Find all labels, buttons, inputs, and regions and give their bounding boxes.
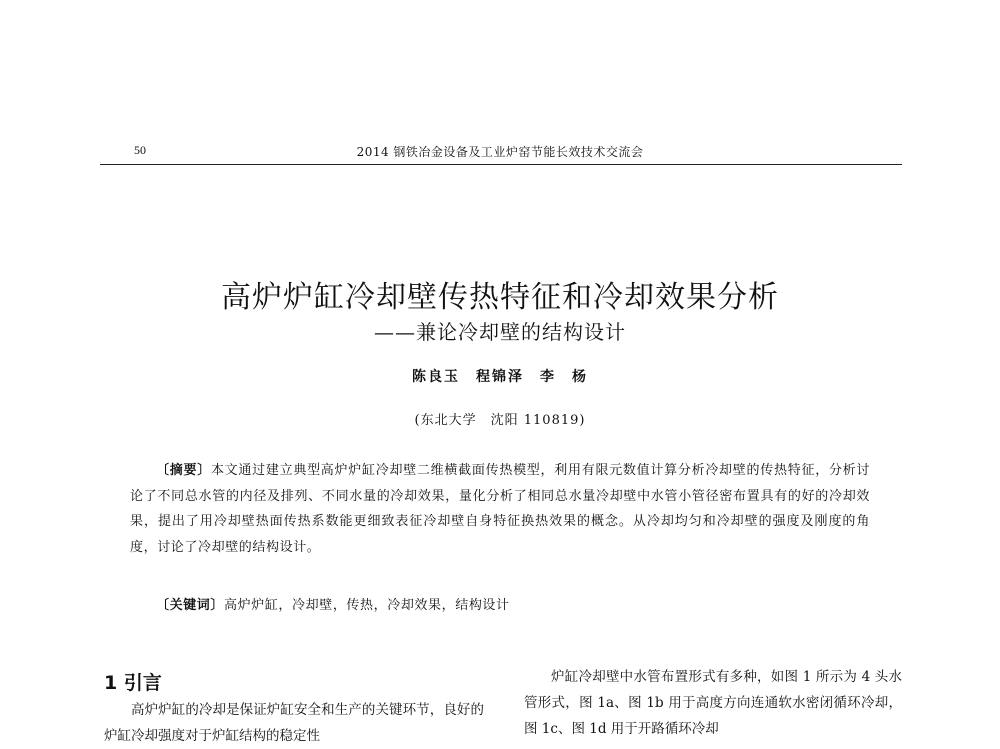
abstract-label: 〔摘要〕 — [156, 463, 211, 478]
keywords-label: 〔关键词〕 — [156, 598, 225, 613]
paper-subtitle: ——兼论冷却壁的结构设计 — [374, 320, 626, 344]
running-title: 2014 钢铁冶金设备及工业炉窑节能长效技术交流会 — [356, 145, 644, 159]
affiliation: (东北大学 沈阳 110819) — [414, 413, 586, 428]
body-text-left-column: 高炉炉缸的冷却是保证炉缸安全和生产的关键环节，良好的炉缸冷却强度对于炉缸结构的稳定性 — [104, 702, 484, 744]
keywords-text: 高炉炉缸，冷却壁，传热，冷却效果，结构设计 — [224, 598, 510, 613]
keywords — [156, 594, 876, 613]
header-rule — [100, 164, 902, 165]
abstract-text: 本文通过建立典型高炉炉缸冷却壁二维横截面传热模型，利用有限元数值计算分析冷却壁的传热特征，分析讨论了不同总水管的内径及排列、不同水量的冷却效果，量化分析了相同总水量冷却壁中水管小管径密布置具有的好的冷却效果，提出了用冷却壁热面传热系数能更细致表征冷却壁自身特征换热效果的概念。从冷却均匀和冷却壁的强度及刚度的角度，讨论了冷却壁的结构设计。 — [130, 463, 870, 555]
author-list: 陈良玉 程锦泽 李 杨 — [412, 369, 588, 385]
page-number: 50 — [134, 143, 146, 157]
abstract — [130, 458, 870, 560]
body-text-right-column: 炉缸冷却壁中水管布置形式有多种，如图 1 所示为 4 头水管形式，图 1a、图 1b 用于高度方向连通软水密闭循环冷却，图 1c、图 1d 用于开路循环冷却 — [524, 669, 902, 737]
section-heading-introduction: 1 引言 — [104, 672, 162, 694]
paper-title: 高炉炉缸冷却壁传热特征和冷却效果分析 — [221, 280, 779, 315]
page-header — [100, 143, 900, 165]
